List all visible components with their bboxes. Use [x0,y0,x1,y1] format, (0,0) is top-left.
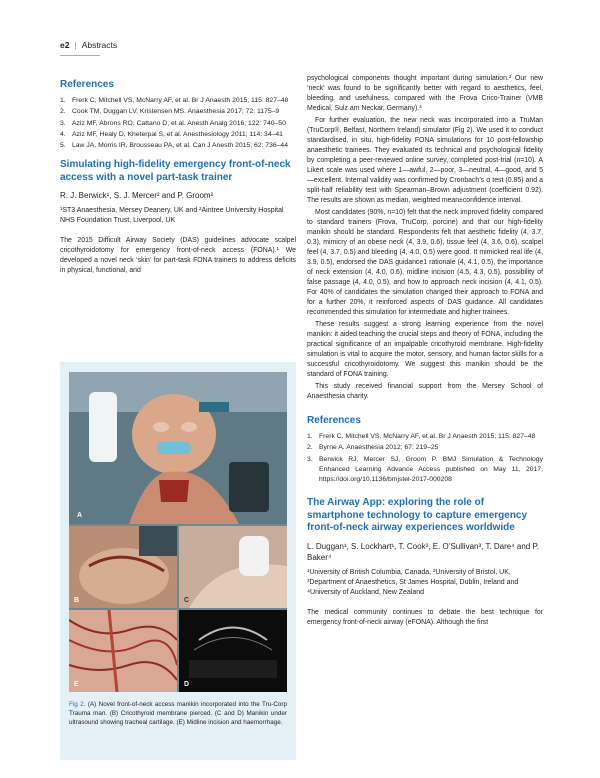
running-header: e2 | Abstracts [60,40,118,50]
header-rule [60,55,100,56]
article-authors: R. J. Berwick¹, S. J. Mercer² and P. Groom² [60,191,214,201]
svg-text:B: B [74,597,80,604]
panel-e-incision-photo [69,610,177,692]
reference-item [307,443,543,453]
svg-text:C: C [184,597,190,604]
reference-number: 3. [307,455,313,463]
reference-item [60,119,296,129]
reference-text: Berwick RJ, Mercer SJ, Groom P. BMJ Simulation & Technology Enhanced Learning Advance Access published on May 11, 2017, https://doi.org/10.1136/bmjstel-2017-000208 [319,455,543,483]
panel-d-ultrasound-scan [179,610,287,692]
article-title-2: The Airway App: exploring the role of smartphone technology to capture emergency front-of-neck airway experiences worldwide [307,497,528,534]
page-number: e2 [60,40,70,50]
reference-text: Aziz MF, Abrons RO, Cattano D, et al. Anesth Analg 2016; 122: 740–50 [72,119,286,127]
body-paragraph: psychological components thought important during simulation.² Our new ‘neck’ was found to be significantly better with regard to aesthetics, feel, bleeding, and usefulness, compared with the Frova Crico-Trainer (VMB Medical, Sulz am Neckar, Germany).³ [307,75,543,112]
reference-number: 2. [60,108,66,116]
reference-number: 1. [307,433,313,441]
references-heading: References [60,79,114,90]
references-heading-2: References [307,415,361,426]
figure-image [69,372,287,692]
reference-item [60,130,296,140]
reference-number: 2. [307,444,313,452]
reference-item [60,107,296,117]
svg-text:D: D [184,681,190,688]
reference-text: Byrne A. Anaesthesia 2012; 67: 219–25 [319,444,439,452]
figure-caption-text: (A) Novel front-of-neck access manikin incorporated into the Tru-Corp Trauma man. (B) Cricothyroid membrane pierced. (C and D) Manikin under ultrasound showing tracheal cartilage. (E) Midline incision and haemorrhage. [69,701,288,727]
section-name: Abstracts [81,40,118,50]
reference-text: Frerk C, Mitchell VS, McNarry AF, et al. Br J Anaesth 2015; 115: 827–48 [72,97,289,105]
reference-text: Frerk C, Mitchell VS, McNarry AF, et al. Br J Anaesth 2015; 115: 827–48 [319,433,536,441]
right-column [307,74,543,630]
references-list [60,96,296,151]
panel-b-membrane-photo [69,526,177,608]
article-affiliations-2: ¹University of British Columbia, Canada, ²University of Bristol, UK, ³Department of Anaesthetics, St James Hospital, Dublin, Ireland and ⁴University of Auckland, New Zealand [307,569,519,596]
panel-a-manikin-photo [69,372,287,524]
article-intro: The 2015 Difficult Airway Society (DAS) guidelines advocate scalpel cricothyroidotomy for emergency front-of-neck access (FONA).¹ We developed a novel neck ‘skin’ for part-task FONA trainers to address deficits in physical, functional, and [60,237,296,275]
reference-item [60,141,296,151]
article-body [307,74,543,402]
reference-number: 5. [60,141,66,149]
article-affiliations: ¹ST3 Anaesthesia, Mersey Deanery, UK and ²Aintree University Hospital NHS Foundation Trust, Liverpool, UK [60,207,284,225]
reference-number: 1. [60,97,66,105]
reference-text: Law JA, Morris IR, Brousseau PA, et al. Can J Anesth 2015; 62: 736–44 [72,141,288,149]
body-paragraph: These results suggest a strong learning experience from the novel manikin: it aided teaching the crucial steps and theory of FONA, including the practical significance of an impalpable cricothyroid membrane. High-fidelity simulation is vital to acquire the motor, sensory, and human factor skills for a successful cricothyroidotomy. We suggest this manikin should be the standard of FONA training. [307,321,543,378]
reference-item [307,455,543,486]
body-paragraph: Most candidates (90%, n=10) felt that the neck improved fidelity compared to standard trainers (Frova, TruCorp, porcine) and that our high-fidelity manikin should be standard. Respondents felt that aesthetic fidelity (4, 3.7, 0.3), mimicry of an obese neck (4, 3.9, 0.6), tissue feel (4, 3.6, 0.6), scalpel feel (4, 3.7, 0.5) and bleeding (4, 4.0, 0.5) were good. It mimicked real life (4, 3.9, 0.5), endorsed the DAS guidance1 rationale (4, 4.1, 0.5), the importance of neck extension (4, 4.0, 0.6), midline incision (4.5, 4.3, 0.5), possibility of false passage (4, 4.0, 0.5), and how to approach neck incision (4, 4.1, 0.5). For 40% of candidates the simulation changed their approach to FONA and for a further 20%, it reinforced aspects of DAS guidance. All candidates recommended this simulation for intermediate and higher trainees. [307,209,543,316]
reference-number: 3. [60,119,66,127]
body-paragraph: For further evaluation, the new neck was incorporated into a TruMan (TruCorp®, Belfast, Northern Ireland) simulator (Fig 2). We used it to conduct standardised, in situ, high-fidelity FONA simulations for 10 post-fellowship anaesthetic trainees. They evaluated its technical and psychological fidelity by completing a peer-reviewed online survey, completed post-trial (n=10). A Likert scale was used where 1—awful, 2—poor, 3—neutral, 4—good, and 5—excellent. Internal validity was confirmed by Cronbach’s α test (0.85) and a split-half reliability test with Spearman–Brown adjustment (coefficient 0.92). The results are shown as median, weighted mean±confidence interval. [307,117,543,204]
left-column [60,78,296,278]
svg-text:E: E [74,681,79,688]
figure-caption [69,700,287,727]
svg-text:A: A [77,512,83,519]
article-intro-2: The medical community continues to debate the best technique for emergency front-of-neck airway (eFONA). Although the first [307,608,543,626]
figure-box [60,362,296,760]
body-paragraph: This study received financial support from the Mersey School of Anaesthesia charity. [307,383,543,400]
figure-label: Fig 2. [69,701,86,708]
reference-number: 4. [60,130,66,138]
reference-text: Cook TM, Duggan LV, Kristensen MS. Anaesthesia 2017; 72: 1175–9 [72,108,280,116]
reference-item [60,96,296,106]
reference-text: Aziz MF, Healy D, Kheterpal S, et al. Anesthesiology 2011; 114: 34–41 [72,130,283,138]
panel-c-ultrasound-photo [179,526,287,608]
article-title: Simulating high-fidelity emergency front-of-neck access with a novel part-task trainer [60,159,291,183]
article-authors-2: L. Duggan¹, S. Lockhart¹, T. Cook², E. O’Sullivan³, T. Dare⁴ and P. Baker⁴ [307,541,539,562]
references-list-2 [307,432,543,485]
reference-item [307,432,543,442]
